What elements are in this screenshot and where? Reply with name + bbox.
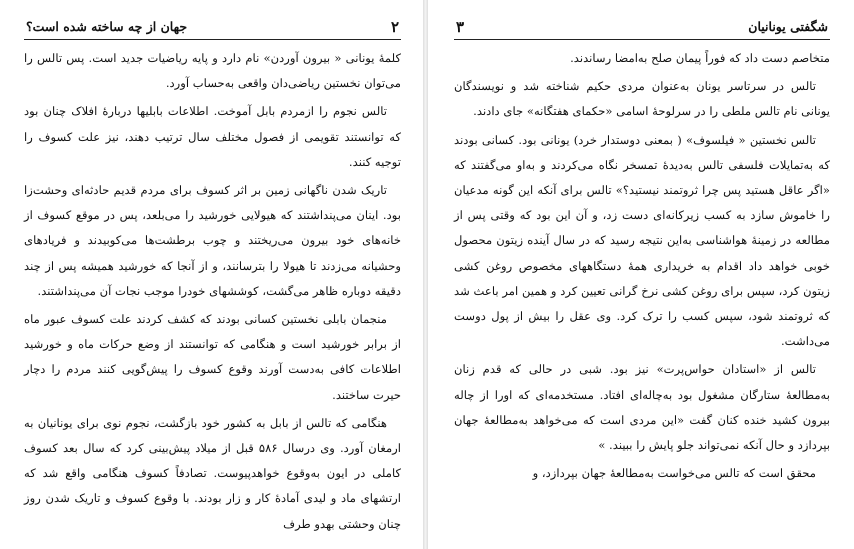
- paragraph: تالس از «استادان حواس‌پرت» نیز بود. شبی در حالی که قدم زنان به‌مطالعهٔ ستارگان مشغول بود به‌چاله‌ای افتاد. مستخدمه‌ای که اورا از چاله بیرون کشید خنده کنان گفت «این مردی است که می‌خواهد به‌مطالعهٔ جهان بپردازد و حال آنکه نمی‌تواند جلو پایش را ببیند. »: [454, 362, 830, 453]
- running-title: جهان از چه ساخته شده است؟: [26, 19, 188, 34]
- right-page-header: [454, 14, 830, 40]
- left-page-header: [24, 14, 401, 40]
- right-page: [428, 0, 854, 549]
- paragraph: تالس نجوم را ازمردم بابل آموخت. اطلاعات بابلیها دربارهٔ افلاک چنان بود که توانستند تقویمی از فصول مختلف سال ترتیب دهند، نیز علت کسوف را توجیه کنند.: [24, 104, 401, 169]
- paragraph: تالس نخستین « فیلسوف» ( بمعنی دوستدار خرد) یونانی بود. کسانی بودند که به‌تمایلات فلسفی تالس به‌دیدهٔ تمسخر نگاه می‌کردند و به‌او می‌گفتند که «اگر عاقل هستید پس چرا ثروتمند نیستید؟» تالس برای آنکه این گونه مدعیان را خاموش سازد به کسب زیرکانه‌ای دست زد، و آن این بود که وقتی پس از مطالعه در زمینهٔ هواشناسی به‌این نتیجه رسید که در سال آینده زیتون محصول خوبی خواهد داد اقدام به خریداری همهٔ دستگاههای مخصوص روغن کشی زیتون کرد، سپس برای روغن کشی نرخ گرانی تعیین کرد و همین امر باعث شد که ثروتمند شود، سپس کسب را ترک کرد. وی عقل را بیش از پول دوست می‌داشت.: [454, 132, 830, 349]
- left-page: [0, 0, 423, 549]
- running-title: شگفتی یونانیان: [748, 19, 828, 34]
- paragraph: هنگامی که تالس از بابل به کشور خود بازگشت، نجوم نوی برای یونانیان به ارمغان آورد. وی درسال ۵۸۶ قبل از میلاد پیش‌بینی کرد که سال بعد کسوف کاملی در ایون به‌وقوع خواهدپیوست. تصادفاً کسوف هنگامی واقع شد که ارتشهای ماد و لیدی آمادهٔ کار و زار بودند. با وقوع کسوف و تاریک شدن روز چنان وحشتی بهدو طرف: [24, 415, 401, 531]
- paragraph: تالس در سرتاسر یونان به‌عنوان مردی حکیم شناخته شد و نویسندگان یونانی نام تالس ملطی را در سرلوحهٔ اسامی «حکمای هفتگانه» جای دادند.: [454, 79, 830, 119]
- page-number: ۳: [456, 17, 465, 36]
- paragraph: کلمهٔ یونانی « بیرون آوردن» نام دارد و پایه ریاضیات جدید است. پس تالس را می‌توان نخستین ریاضی‌دان واقعی به‌حساب آورد.: [24, 51, 401, 91]
- paragraph: محقق است که تالس می‌خواست به‌مطالعهٔ جهان بپردازد، و: [532, 466, 816, 481]
- paragraph: متخاصم دست داد که فوراً پیمان صلح به‌امضا رساندند.: [570, 51, 830, 65]
- page-number: ۲: [390, 17, 399, 36]
- paragraph: تاریک شدن ناگهانی زمین بر اثر کسوف برای مردم قدیم حادثه‌ای وحشت‌زا بود. اینان می‌پنداشتند که هیولایی خورشید را می‌بلعد، پس در موقع کسوف از خانه‌های خود بیرون می‌ریختند و چوب برطشت‌ها می‌کوبیدند و فریادهای وحشیانه می‌زدند تا هیولا را بترسانند، و از آنجا که خورشید همیشه پس از چند دقیقه دوباره ظاهر می‌گشت، کوششهای خودرا موجب نجات آن می‌پنداشتند.: [24, 183, 401, 298]
- paragraph: منجمان بابلی نخستین کسانی بودند که کشف کردند علت کسوف عبور ماه از برابر خورشید است و هنگامی که توانستند از وضع حرکات ماه و خورشید اطلاعات کافی به‌دست آورند وقوع کسوف را پیش‌گویی کنند مردم را دچار حیرت ساختند.: [24, 312, 401, 402]
